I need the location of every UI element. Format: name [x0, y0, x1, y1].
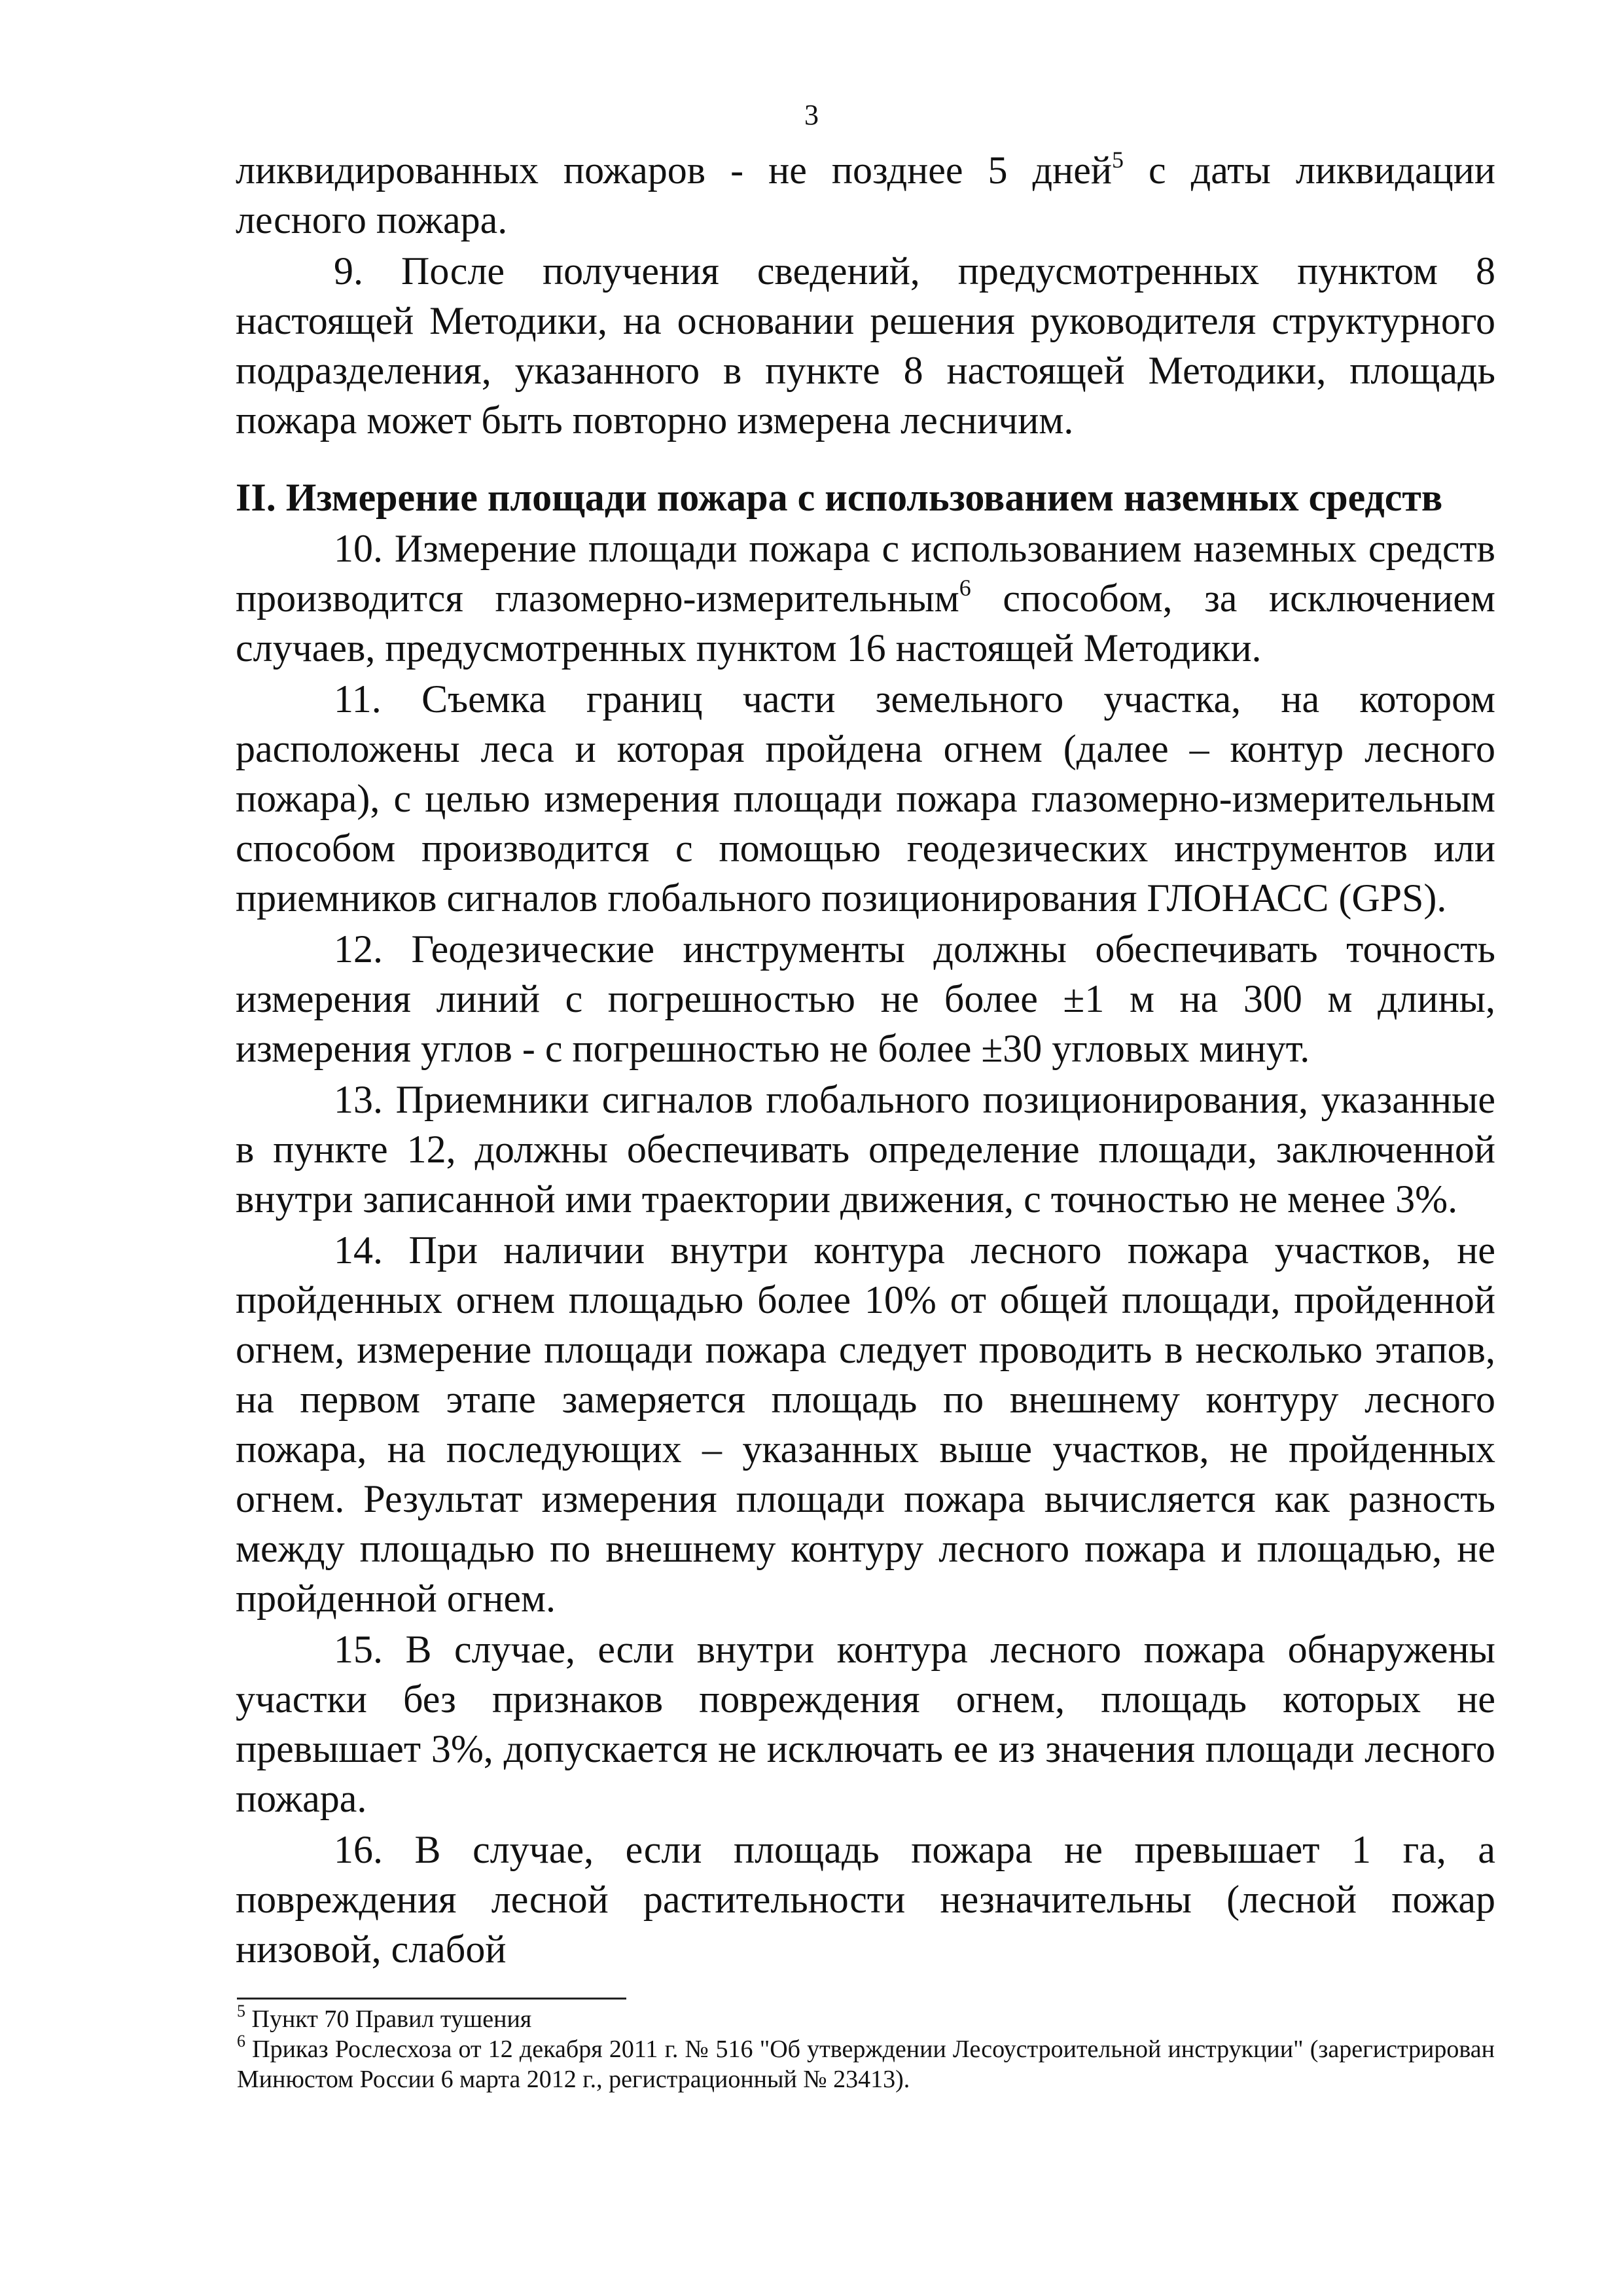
page-number: 3: [804, 99, 819, 131]
footnote-text: Приказ Рослесхоза от 12 декабря 2011 г. № 516 "Об утверждении Лесоустроительной инструкции" (зарегистрирован Минюстом России 6 марта 2012 г., регистрационный № 23413).: [237, 2036, 1495, 2093]
paragraph-11: 11. Съемка границ части земельного участка, на котором расположены леса и которая пройдена огнем (далее – контур лесного пожара), с целью измерения площади пожара глазомерно-измерительным способом производится с помощью геодезических инструментов или приемников сигналов глобального позиционирования ГЛОНАСС (GPS).: [236, 677, 1495, 920]
paragraph-text: ликвидированных пожаров - не позднее 5 дней: [236, 149, 1112, 192]
document-body: [236, 145, 1495, 1974]
paragraph-13: 13. Приемники сигналов глобального позиционирования, указанные в пункте 12, должны обеспечивать определение площади, заключенной внутри записанной ими траектории движения, с точностью не менее 3%.: [236, 1078, 1495, 1221]
paragraph-continuation: [236, 145, 1495, 245]
footnote-text: Пункт 70 Правил тушения: [245, 2005, 532, 2033]
paragraph-16: 16. В случае, если площадь пожара не превышает 1 га, а повреждения лесной растительности незначительны (лесной пожар низовой, слабой: [236, 1828, 1495, 1971]
section-heading: II. Измерение площади пожара с использованием наземных средств: [236, 476, 1443, 519]
footnote-ref-6: 6: [959, 575, 971, 601]
footnote-mark-6: 6: [237, 2032, 245, 2051]
footnote-mark-5: 5: [237, 2001, 245, 2020]
footnote-divider: [237, 1998, 626, 2000]
paragraph-12: 12. Геодезические инструменты должны обеспечивать точность измерения линий с погрешностью не более ±1 м на 300 м длины, измерения углов - с погрешностью не более ±30 угловых минут.: [236, 927, 1495, 1070]
paragraph-9: 9. После получения сведений, предусмотренных пунктом 8 настоящей Методики, на основании решения руководителя структурного подразделения, указанного в пункте 8 настоящей Методики, площадь пожара может быть повторно измерена лесничим.: [236, 249, 1495, 442]
footnote-ref-5: 5: [1111, 147, 1124, 173]
footnote-6: [237, 2034, 1495, 2094]
paragraph-text: способом, за исключением случаев, предусмотренных пунктом 16 настоящей Методики.: [236, 577, 1495, 670]
footnote-5: [237, 2001, 1495, 2034]
paragraph-15: 15. В случае, если внутри контура лесного пожара обнаружены участки без признаков повреждения огнем, площадь которых не превышает 3%, допускается не исключать ее из значения площади лесного пожара.: [236, 1628, 1495, 1820]
paragraph-14: 14. При наличии внутри контура лесного пожара участков, не пройденных огнем площадью более 10% от общей площади, пройденной огнем, измерение площади пожара следует проводить в несколько этапов, на первом этапе замеряется площадь по внешнему контуру лесного пожара, на последующих – указанных выше участков, не пройденных огнем. Результат измерения площади пожара вычисляется как разность между площадью по внешнему контуру лесного пожара и площадью, не пройденной огнем.: [236, 1229, 1495, 1620]
paragraph-text: 10. Измерение площади пожара с использованием наземных средств производится глазомерно-измерительным: [236, 527, 1495, 620]
footnotes: [237, 2001, 1495, 2094]
paragraph-10: [236, 524, 1495, 673]
paragraph-text: с даты ликвидации лесного пожара.: [236, 149, 1496, 242]
